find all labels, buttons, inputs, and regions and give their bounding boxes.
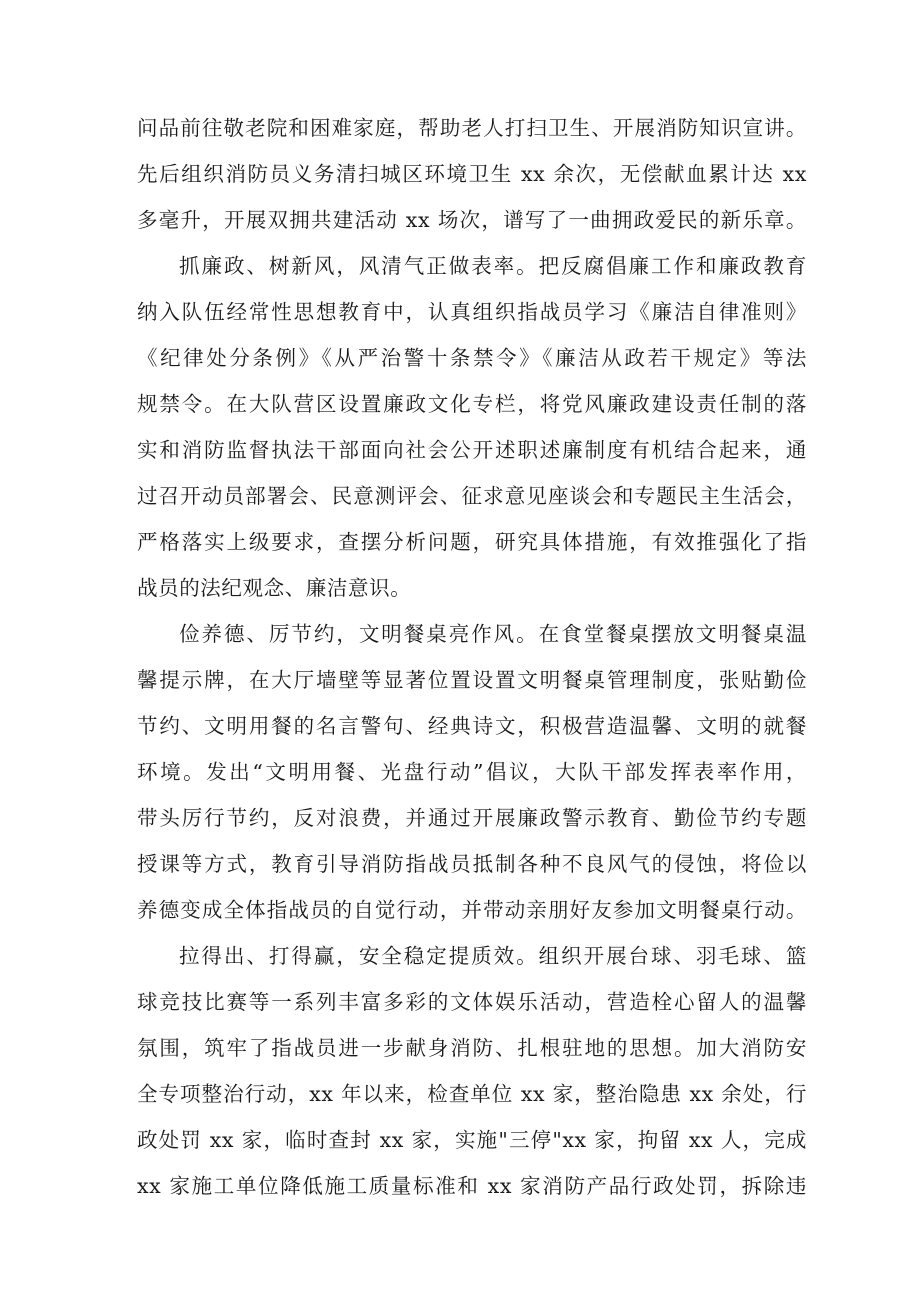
text-line: 严格落实上级要求，查摆分析问题，研究具体措施，有效推强化了指 <box>137 530 807 554</box>
text-line: 实和消防监督执法干部面向社会公开述职述廉制度有机结合起来，通 <box>137 438 807 462</box>
text-line: 节约、文明用餐的名言警句、经典诗文，积极营造温馨、文明的就餐 <box>137 714 807 738</box>
text-line: 氛围，筑牢了指战员进一步献身消防、扎根驻地的思想。加大消防安 <box>137 1036 807 1060</box>
text-line: 过召开动员部署会、民意测评会、征求意见座谈会和专题民主生活会， <box>137 484 807 508</box>
text-line: 规禁令。在大队营区设置廉政文化专栏，将党风廉政建设责任制的落 <box>137 392 807 416</box>
text-line: xx 家施工单位降低施工质量标准和 xx 家消防产品行政处罚，拆除违 <box>137 1174 807 1198</box>
text-line: 全专项整治行动，xx 年以来，检查单位 xx 家，整治隐患 xx 余处，行 <box>137 1082 807 1106</box>
text-line: 馨提示牌，在大厅墙壁等显著位置设置文明餐桌管理制度，张贴勤俭 <box>137 668 807 692</box>
text-line: 《纪律处分条例》《从严治警十条禁令》《廉洁从政若干规定》等法 <box>137 346 807 370</box>
text-line: 问品前往敬老院和困难家庭，帮助老人打扫卫生、开展消防知识宣讲。 <box>137 116 807 140</box>
text-line: 环境。发出“文明用餐、光盘行动”倡议，大队干部发挥表率作用， <box>137 760 807 784</box>
paragraph-first-line: 俭养德、厉节约，文明餐桌亮作风。在食堂餐桌摆放文明餐桌温 <box>179 622 807 646</box>
text-line: 球竞技比赛等一系列丰富多彩的文体娱乐活动，营造栓心留人的温馨 <box>137 990 807 1014</box>
text-line: 政处罚 xx 家，临时查封 xx 家，实施"三停"xx 家，拘留 xx 人，完成 <box>137 1128 807 1152</box>
paragraph-last-line: 战员的法纪观念、廉洁意识。 <box>137 576 412 600</box>
text-line: 纳入队伍经常性思想教育中，认真组织指战员学习《廉洁自律准则》 <box>137 300 807 324</box>
text-line: 带头厉行节约，反对浪费，并通过开展廉政警示教育、勤俭节约专题 <box>137 806 807 830</box>
text-line: 养德变成全体指战员的自觉行动，并带动亲朋好友参加文明餐桌行动。 <box>137 898 807 922</box>
text-line: 授课等方式，教育引导消防指战员抵制各种不良风气的侵蚀，将俭以 <box>137 852 807 876</box>
text-line: 多毫升，开展双拥共建活动 xx 场次，谱写了一曲拥政爱民的新乐章。 <box>137 208 807 232</box>
text-line: 先后组织消防员义务清扫城区环境卫生 xx 余次，无偿献血累计达 xx <box>137 162 807 186</box>
paragraph-first-line: 抓廉政、树新风，风清气正做表率。把反腐倡廉工作和廉政教育 <box>179 254 807 278</box>
paragraph-first-line: 拉得出、打得赢，安全稳定提质效。组织开展台球、羽毛球、篮 <box>179 944 807 968</box>
